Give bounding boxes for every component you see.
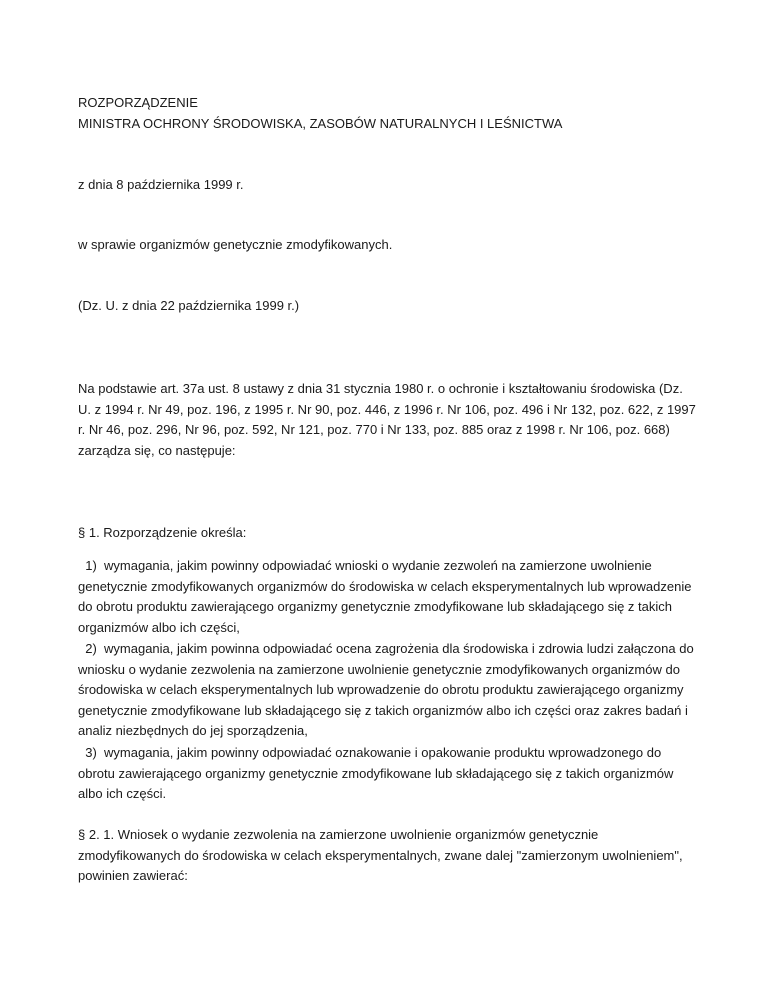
section-1-item-2: 2) wymagania, jakim powinna odpowiadać ocena zagrożenia dla środowiska i zdrowia ludzi załączona do wniosku o wydanie zezwolenia na zamierzone uwolnienie genetycznie zmodyfikowanych organizmów do środowiska w celach eksperymentalnych lub wprowadzenie do obrotu produktu zawierającego organizmy genetycznie zmodyfikowane lub składającego się z takich organizmów albo ich części oraz zakres badań i analiz niezbędnych do jej sporządzenia,	[78, 641, 698, 739]
date-line: z dnia 8 października 1999 r.	[78, 177, 244, 192]
section-1-title: § 1. Rozporządzenie określa:	[78, 525, 247, 540]
document-heading: ROZPORZĄDZENIE	[78, 95, 198, 110]
subject-line: w sprawie organizmów genetycznie zmodyfikowanych.	[78, 237, 393, 252]
section-1-item-3: 3) wymagania, jakim powinny odpowiadać oznakowanie i opakowanie produktu wprowadzonego do obrotu zawierającego organizmy genetycznie zmodyfikowane lub składającego się z takich organizmów albo ich części.	[78, 745, 678, 802]
publication-line: (Dz. U. z dnia 22 października 1999 r.)	[78, 298, 300, 313]
section-1-item-1: 1) wymagania, jakim powinny odpowiadać wnioski o wydanie zezwoleń na zamierzone uwolnienie genetycznie zmodyfikowanych organizmów do środowiska w celach eksperymentalnych lub wprowadzenie do obrotu produktu zawierającego organizmy genetycznie zmodyfikowane lub składającego się z takich organizmów albo ich części,	[78, 558, 696, 635]
section-2-paragraph-1: § 2. 1. Wniosek o wydanie zezwolenia na zamierzone uwolnienie organizmów genetycznie zmodyfikowanych do środowiska w celach eksperymentalnych, zwane dalej "zamierzonym uwolnieniem", powinien zawierać:	[78, 827, 683, 884]
issuer-line: MINISTRA OCHRONY ŚRODOWISKA, ZASOBÓW NATURALNYCH I LEŚNICTWA	[78, 116, 563, 131]
preamble-paragraph: Na podstawie art. 37a ust. 8 ustawy z dnia 31 stycznia 1980 r. o ochronie i kształtowaniu środowiska (Dz. U. z 1994 r. Nr 49, poz. 196, z 1995 r. Nr 90, poz. 446, z 1996 r. Nr 106, poz. 496 i Nr 132, poz. 622, z 1997 r. Nr 46, poz. 296, Nr 96, poz. 592, Nr 121, poz. 770 i Nr 133, poz. 885 oraz z 1998 r. Nr 106, poz. 668) zarządza się, co następuje:	[78, 381, 696, 458]
